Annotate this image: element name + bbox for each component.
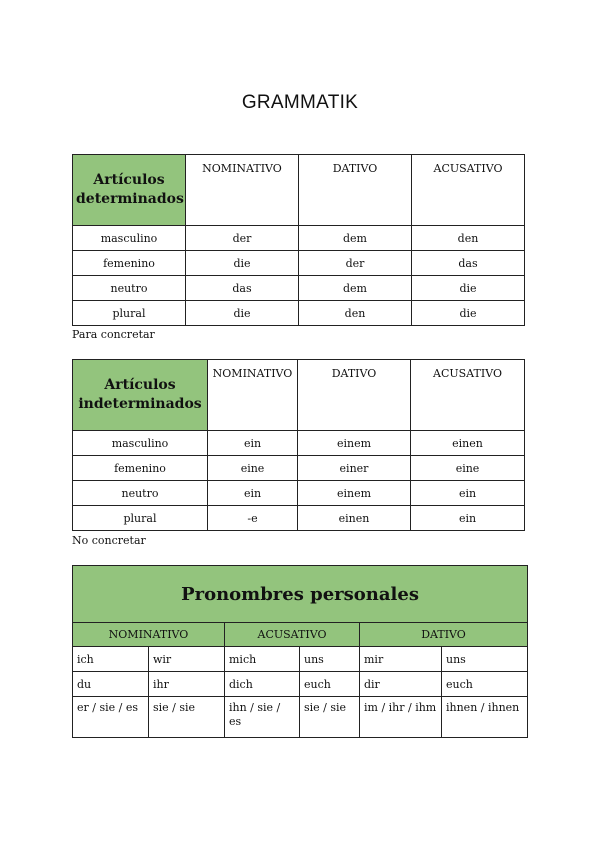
- column-header: NOMINATIVO: [186, 155, 299, 226]
- table-row: [73, 647, 528, 672]
- pronoun-cell: dich: [225, 672, 300, 697]
- article-cell: eine: [411, 456, 525, 481]
- pronoun-cell: ihn / sie / es: [225, 697, 300, 738]
- gender-label: femenino: [73, 251, 186, 276]
- article-cell: den: [412, 226, 525, 251]
- pronoun-cell: im / ihr / ihm: [360, 697, 442, 738]
- indefinite-caption: No concretar: [72, 534, 146, 547]
- case-header-dative: DATIVO: [360, 623, 528, 647]
- article-cell: eine: [208, 456, 298, 481]
- article-cell: -e: [208, 506, 298, 531]
- table-row: [73, 226, 525, 251]
- article-cell: dem: [299, 276, 412, 301]
- definite-articles-label: Artículos determinados: [73, 155, 186, 226]
- article-cell: einer: [298, 456, 411, 481]
- pronoun-cell: wir: [149, 647, 225, 672]
- pronoun-cell: euch: [442, 672, 528, 697]
- column-header: ACUSATIVO: [412, 155, 525, 226]
- case-header-accusative: ACUSATIVO: [225, 623, 360, 647]
- indefinite-articles-table: [72, 359, 525, 531]
- pronoun-cell: euch: [300, 672, 360, 697]
- gender-label: plural: [73, 506, 208, 531]
- case-header-nominative: NOMINATIVO: [73, 623, 225, 647]
- table-row: [73, 456, 525, 481]
- pronoun-cell: sie / sie: [300, 697, 360, 738]
- pronoun-cell: mir: [360, 647, 442, 672]
- table-row: [73, 301, 525, 326]
- article-cell: das: [412, 251, 525, 276]
- pronoun-cell: er / sie / es: [73, 697, 149, 738]
- gender-label: neutro: [73, 481, 208, 506]
- pronoun-cell: ihnen / ihnen: [442, 697, 528, 738]
- table-row: [73, 697, 528, 738]
- table-row: [73, 251, 525, 276]
- table-row: [73, 481, 525, 506]
- article-cell: ein: [411, 481, 525, 506]
- gender-label: femenino: [73, 456, 208, 481]
- pronoun-cell: sie / sie: [149, 697, 225, 738]
- gender-label: masculino: [73, 431, 208, 456]
- article-cell: einem: [298, 431, 411, 456]
- gender-label: masculino: [73, 226, 186, 251]
- article-cell: einem: [298, 481, 411, 506]
- article-cell: einen: [411, 431, 525, 456]
- definite-articles-table: [72, 154, 525, 326]
- pronoun-cell: uns: [300, 647, 360, 672]
- article-cell: die: [412, 276, 525, 301]
- table-row: [73, 431, 525, 456]
- table-row: [73, 276, 525, 301]
- column-header: ACUSATIVO: [411, 360, 525, 431]
- table-row: [73, 672, 528, 697]
- page-title: GRAMMATIK: [241, 92, 359, 113]
- pronoun-cell: ihr: [149, 672, 225, 697]
- article-cell: ein: [208, 431, 298, 456]
- article-cell: die: [186, 301, 299, 326]
- article-cell: die: [412, 301, 525, 326]
- pronoun-cell: uns: [442, 647, 528, 672]
- article-cell: die: [186, 251, 299, 276]
- article-cell: ein: [208, 481, 298, 506]
- article-cell: das: [186, 276, 299, 301]
- pronouns-title: Pronombres personales: [73, 566, 528, 623]
- gender-label: neutro: [73, 276, 186, 301]
- column-header: DATIVO: [299, 155, 412, 226]
- article-cell: ein: [411, 506, 525, 531]
- definite-caption: Para concretar: [72, 328, 155, 341]
- article-cell: der: [186, 226, 299, 251]
- pronoun-cell: dir: [360, 672, 442, 697]
- article-cell: dem: [299, 226, 412, 251]
- article-cell: den: [299, 301, 412, 326]
- pronoun-cell: mich: [225, 647, 300, 672]
- pronoun-cell: ich: [73, 647, 149, 672]
- column-header: DATIVO: [298, 360, 411, 431]
- column-header: NOMINATIVO: [208, 360, 298, 431]
- article-cell: einen: [298, 506, 411, 531]
- personal-pronouns-table: [72, 565, 528, 738]
- gender-label: plural: [73, 301, 186, 326]
- article-cell: der: [299, 251, 412, 276]
- indefinite-articles-label: Artículos indeterminados: [73, 360, 208, 431]
- pronoun-cell: du: [73, 672, 149, 697]
- table-row: [73, 506, 525, 531]
